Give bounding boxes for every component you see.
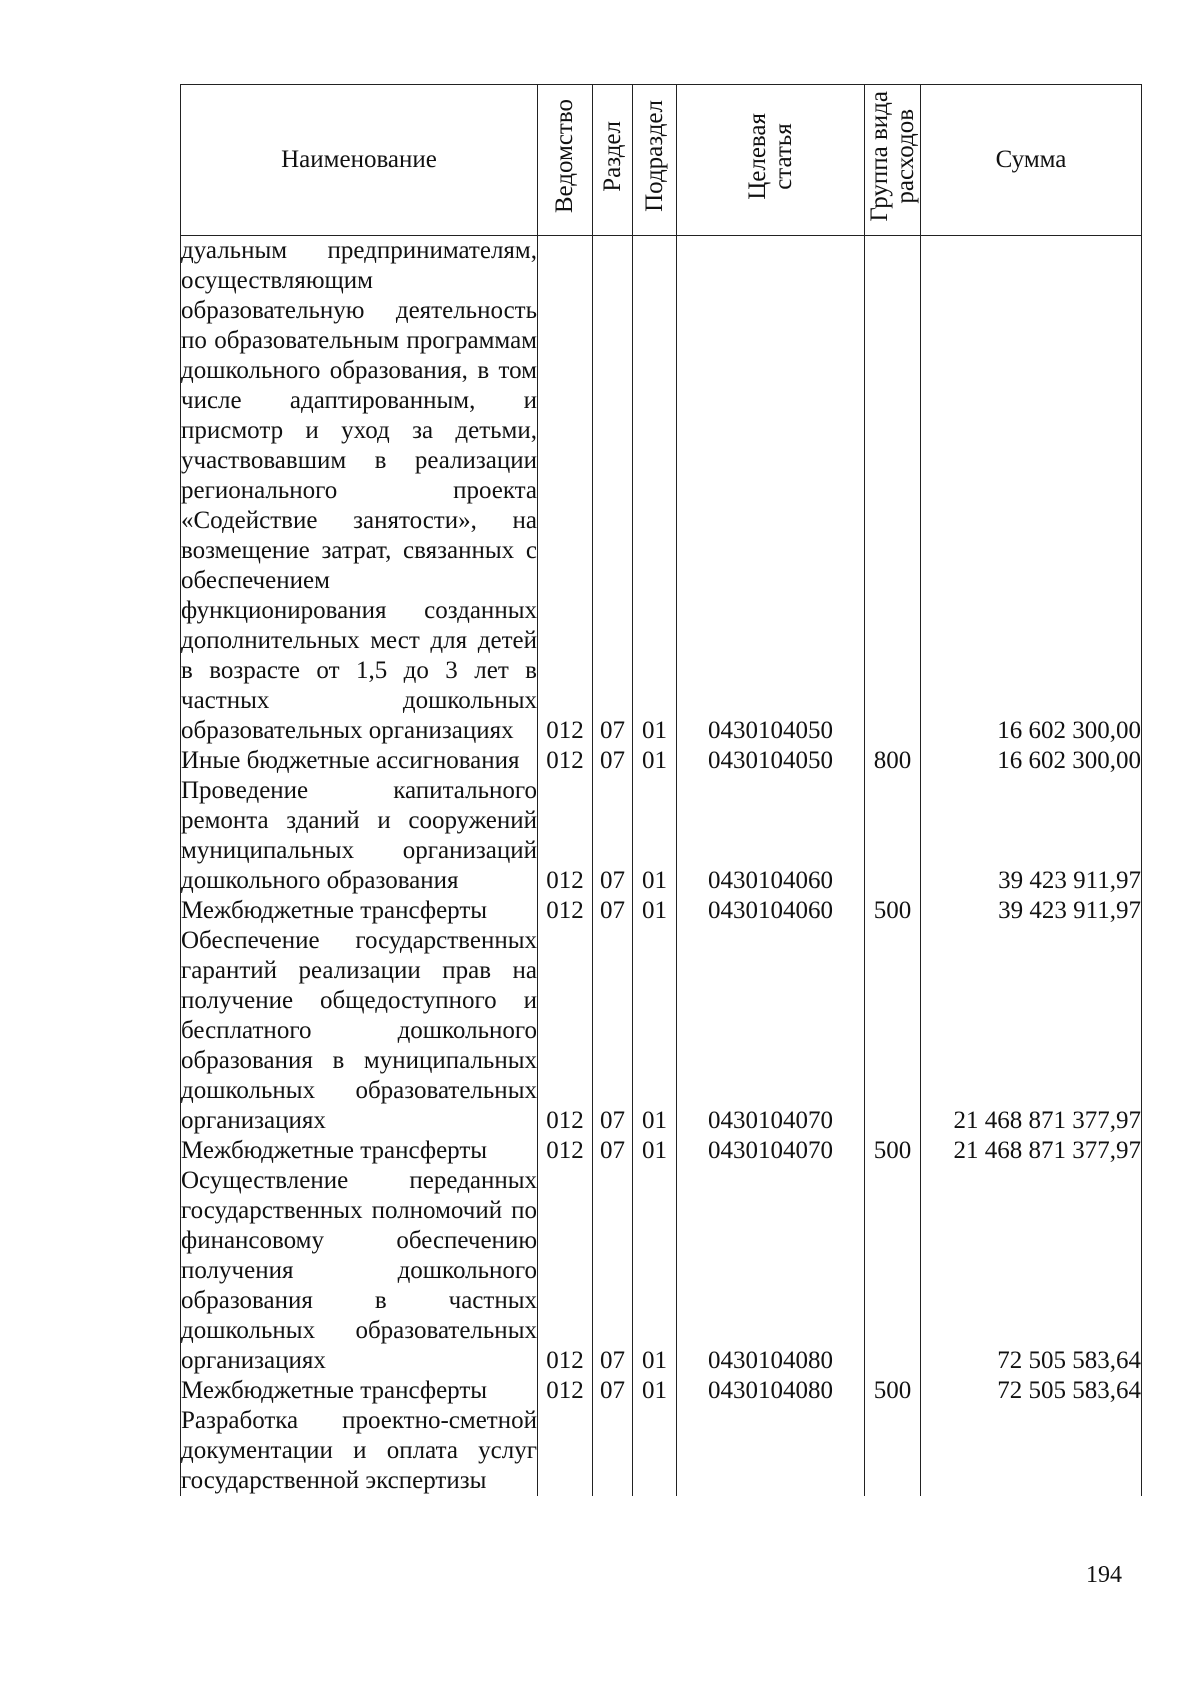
- page-number: 194: [1086, 1562, 1122, 1588]
- row-vedomstvo: 012: [538, 1136, 593, 1166]
- row-name: Межбюджетные трансферты: [181, 896, 538, 926]
- row-razdel: 07: [593, 1166, 633, 1376]
- row-podrazdel: 01: [633, 1136, 677, 1166]
- row-razdel: [593, 1406, 633, 1496]
- table-row: [181, 1376, 1142, 1406]
- table-row: [181, 1166, 1142, 1376]
- row-name: дуальным предпринимателям, осуществляющим образовательную деятельность по образовательным программам дошкольного образования, в том числе адаптированным, и присмотр и уход за детьми, участвовавшим в реализации регионального проекта «Содействие занятости», на возмещение затрат, связанных с обеспечением функционирования созданных дополнительных мест для детей в возрасте от 1,5 до 3 лет в частных дошкольных образовательных организациях: [181, 237, 537, 744]
- row-podrazdel: 01: [633, 1376, 677, 1406]
- row-vedomstvo: 012: [538, 1376, 593, 1406]
- row-gruppa-vida-rashodov: [865, 1166, 921, 1376]
- row-summa: 21 468 871 377,97: [921, 1136, 1142, 1166]
- row-gruppa-vida-rashodov: [865, 1406, 921, 1496]
- row-podrazdel: 01: [633, 1166, 677, 1376]
- row-podrazdel: [633, 1406, 677, 1496]
- row-razdel: 07: [593, 896, 633, 926]
- header-gruppa-vida-rashodov: Группа вида расходов: [865, 85, 921, 236]
- row-tselevaya-statya: 0430104070: [677, 926, 865, 1136]
- row-podrazdel: 01: [633, 926, 677, 1136]
- row-summa: 21 468 871 377,97: [921, 926, 1142, 1136]
- row-name: Осуществление переданных государственных полномочий по финансовому обеспечению получения дошкольного образования в частных дошкольных образовательных организациях: [181, 1167, 537, 1374]
- row-razdel: 07: [593, 926, 633, 1136]
- row-vedomstvo: [538, 1406, 593, 1496]
- row-podrazdel: 01: [633, 896, 677, 926]
- row-name: Межбюджетные трансферты: [181, 1136, 538, 1166]
- table-header: [181, 85, 1142, 236]
- row-name: Иные бюджетные ассигнования: [181, 746, 538, 776]
- row-razdel: 07: [593, 1376, 633, 1406]
- row-vedomstvo: 012: [538, 896, 593, 926]
- row-summa: 16 602 300,00: [921, 746, 1142, 776]
- row-tselevaya-statya: [677, 1406, 865, 1496]
- row-summa: 72 505 583,64: [921, 1376, 1142, 1406]
- row-gruppa-vida-rashodov: [865, 776, 921, 896]
- row-vedomstvo: 012: [538, 1166, 593, 1376]
- row-gruppa-vida-rashodov: [865, 926, 921, 1136]
- row-tselevaya-statya: 0430104050: [677, 746, 865, 776]
- row-tselevaya-statya: 0430104080: [677, 1166, 865, 1376]
- row-podrazdel: 01: [633, 236, 677, 747]
- row-vedomstvo: 012: [538, 236, 593, 747]
- row-tselevaya-statya: 0430104050: [677, 236, 865, 747]
- row-tselevaya-statya: 0430104060: [677, 776, 865, 896]
- header-name: Наименование: [181, 85, 538, 236]
- row-name: Проведение капитального ремонта зданий и сооружений муниципальных организаций дошкольного образования: [181, 777, 537, 894]
- table-row: [181, 776, 1142, 896]
- row-gruppa-vida-rashodov: [865, 236, 921, 747]
- row-vedomstvo: 012: [538, 776, 593, 896]
- row-gruppa-vida-rashodov: 500: [865, 1376, 921, 1406]
- row-summa: 16 602 300,00: [921, 236, 1142, 747]
- row-razdel: 07: [593, 1136, 633, 1166]
- budget-table: [180, 84, 1142, 1496]
- table-row: [181, 896, 1142, 926]
- header-summa: Сумма: [921, 85, 1142, 236]
- row-tselevaya-statya: 0430104080: [677, 1376, 865, 1406]
- row-summa: 39 423 911,97: [921, 776, 1142, 896]
- row-tselevaya-statya: 0430104060: [677, 896, 865, 926]
- header-vedomstvo: Ведомство: [538, 85, 593, 236]
- row-summa: 39 423 911,97: [921, 896, 1142, 926]
- header-razdel: Раздел: [593, 85, 633, 236]
- row-name: Обеспечение государственных гарантий реализации прав на получение общедоступного и бесплатного дошкольного образования в муниципальных дошкольных образовательных организациях: [181, 927, 537, 1134]
- row-gruppa-vida-rashodov: 500: [865, 1136, 921, 1166]
- row-podrazdel: 01: [633, 746, 677, 776]
- row-summa: 72 505 583,64: [921, 1166, 1142, 1376]
- row-razdel: 07: [593, 236, 633, 747]
- row-razdel: 07: [593, 776, 633, 896]
- row-razdel: 07: [593, 746, 633, 776]
- table-row: [181, 236, 1142, 747]
- header-tselevaya-statya: Целевая статья: [677, 85, 865, 236]
- row-name: Разработка проектно-сметной документации и оплата услуг государственной экспертизы: [181, 1407, 537, 1494]
- row-gruppa-vida-rashodov: 800: [865, 746, 921, 776]
- row-vedomstvo: 012: [538, 926, 593, 1136]
- row-vedomstvo: 012: [538, 746, 593, 776]
- row-summa: [921, 1406, 1142, 1496]
- row-tselevaya-statya: 0430104070: [677, 1136, 865, 1166]
- table-row: [181, 1406, 1142, 1496]
- header-podrazdel: Подраздел: [633, 85, 677, 236]
- table-row: [181, 926, 1142, 1136]
- table-body: [181, 236, 1142, 1497]
- table-row: [181, 1136, 1142, 1166]
- row-podrazdel: 01: [633, 776, 677, 896]
- table-row: [181, 746, 1142, 776]
- row-name: Межбюджетные трансферты: [181, 1376, 538, 1406]
- row-gruppa-vida-rashodov: 500: [865, 896, 921, 926]
